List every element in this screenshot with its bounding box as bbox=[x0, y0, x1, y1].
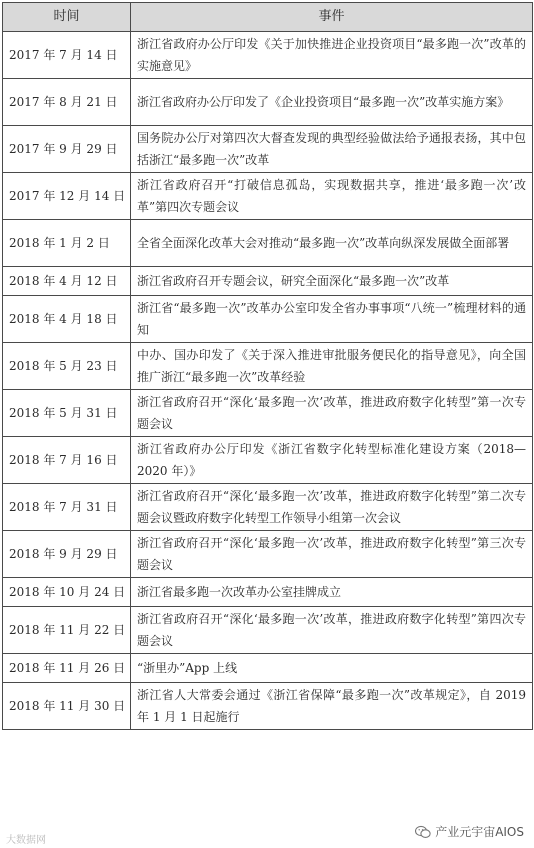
row-date: 2017 年 8 月 21 日 bbox=[3, 79, 131, 126]
row-date: 2018 年 9 月 29 日 bbox=[3, 531, 131, 578]
table-row bbox=[3, 654, 533, 683]
row-date: 2018 年 11 月 30 日 bbox=[3, 683, 131, 730]
row-date: 2018 年 10 月 24 日 bbox=[3, 578, 131, 607]
date-column-header: 时间 bbox=[3, 3, 131, 32]
table-row bbox=[3, 484, 533, 531]
table-row bbox=[3, 267, 533, 296]
source-watermark: 大数据网 bbox=[6, 835, 46, 846]
timeline-table bbox=[2, 2, 533, 730]
table-row bbox=[3, 683, 533, 730]
table-row bbox=[3, 296, 533, 343]
account-watermark-label: 产业元宇宙AIOS bbox=[435, 825, 524, 839]
table-row bbox=[3, 32, 533, 79]
row-date: 2018 年 5 月 23 日 bbox=[3, 343, 131, 390]
table-row bbox=[3, 79, 533, 126]
table-row bbox=[3, 531, 533, 578]
table-row bbox=[3, 578, 533, 607]
row-event: 浙江省最多跑一次改革办公室挂牌成立 bbox=[131, 578, 533, 607]
table-body bbox=[3, 32, 533, 730]
row-event: 浙江省政府召开“深化‘最多跑一次’改革，推进政府数字化转型”第一次专题会议 bbox=[131, 390, 533, 437]
row-event: 浙江省政府召开“打破信息孤岛，实现数据共享，推进‘最多跑一次’改革”第四次专题会议 bbox=[131, 173, 533, 220]
row-event: 国务院办公厅对第四次大督查发现的典型经验做法给予通报表扬，其中包括浙江“最多跑一次”改革 bbox=[131, 126, 533, 173]
row-event: 浙江省政府召开“深化‘最多跑一次’改革，推进政府数字化转型”第四次专题会议 bbox=[131, 607, 533, 654]
row-date: 2017 年 9 月 29 日 bbox=[3, 126, 131, 173]
row-event: 浙江省“最多跑一次”改革办公室印发全省办事事项“八统一”梳理材料的通知 bbox=[131, 296, 533, 343]
table-row bbox=[3, 126, 533, 173]
row-date: 2018 年 4 月 12 日 bbox=[3, 267, 131, 296]
table-row bbox=[3, 220, 533, 267]
row-date: 2018 年 11 月 26 日 bbox=[3, 654, 131, 683]
row-event: 浙江省政府办公厅印发了《企业投资项目“最多跑一次”改革实施方案》 bbox=[131, 79, 533, 126]
row-event: 浙江省人大常委会通过《浙江省保障“最多跑一次”改革规定》，自 2019 年 1 月 1 日起施行 bbox=[131, 683, 533, 730]
table-row bbox=[3, 173, 533, 220]
table-row bbox=[3, 343, 533, 390]
row-date: 2017 年 7 月 14 日 bbox=[3, 32, 131, 79]
row-date: 2018 年 5 月 31 日 bbox=[3, 390, 131, 437]
row-event: 浙江省政府召开专题会议，研究全面深化“最多跑一次”改革 bbox=[131, 267, 533, 296]
row-date: 2018 年 7 月 31 日 bbox=[3, 484, 131, 531]
row-date: 2018 年 1 月 2 日 bbox=[3, 220, 131, 267]
row-event: 浙江省政府办公厅印发《浙江省数字化转型标准化建设方案（2018—2020 年）》 bbox=[131, 437, 533, 484]
row-date: 2017 年 12 月 14 日 bbox=[3, 173, 131, 220]
event-column-header: 事件 bbox=[131, 3, 533, 32]
row-date: 2018 年 11 月 22 日 bbox=[3, 607, 131, 654]
table-header-row bbox=[3, 3, 533, 32]
table-row bbox=[3, 390, 533, 437]
row-event: 全省全面深化改革大会对推动“最多跑一次”改革向纵深发展做全面部署 bbox=[131, 220, 533, 267]
row-event: 中办、国办印发了《关于深入推进审批服务便民化的指导意见》，向全国推广浙江“最多跑一次”改革经验 bbox=[131, 343, 533, 390]
row-event: 浙江省政府召开“深化‘最多跑一次’改革，推进政府数字化转型”第二次专题会议暨政府数字化转型工作领导小组第一次会议 bbox=[131, 484, 533, 531]
table-row bbox=[3, 607, 533, 654]
row-event: “浙里办”App 上线 bbox=[131, 654, 533, 683]
row-event: 浙江省政府召开“深化‘最多跑一次’改革，推进政府数字化转型”第三次专题会议 bbox=[131, 531, 533, 578]
row-date: 2018 年 7 月 16 日 bbox=[3, 437, 131, 484]
wechat-icon bbox=[415, 825, 431, 839]
table-row bbox=[3, 437, 533, 484]
account-watermark bbox=[415, 823, 524, 840]
row-event: 浙江省政府办公厅印发《关于加快推进企业投资项目“最多跑一次”改革的实施意见》 bbox=[131, 32, 533, 79]
row-date: 2018 年 4 月 18 日 bbox=[3, 296, 131, 343]
